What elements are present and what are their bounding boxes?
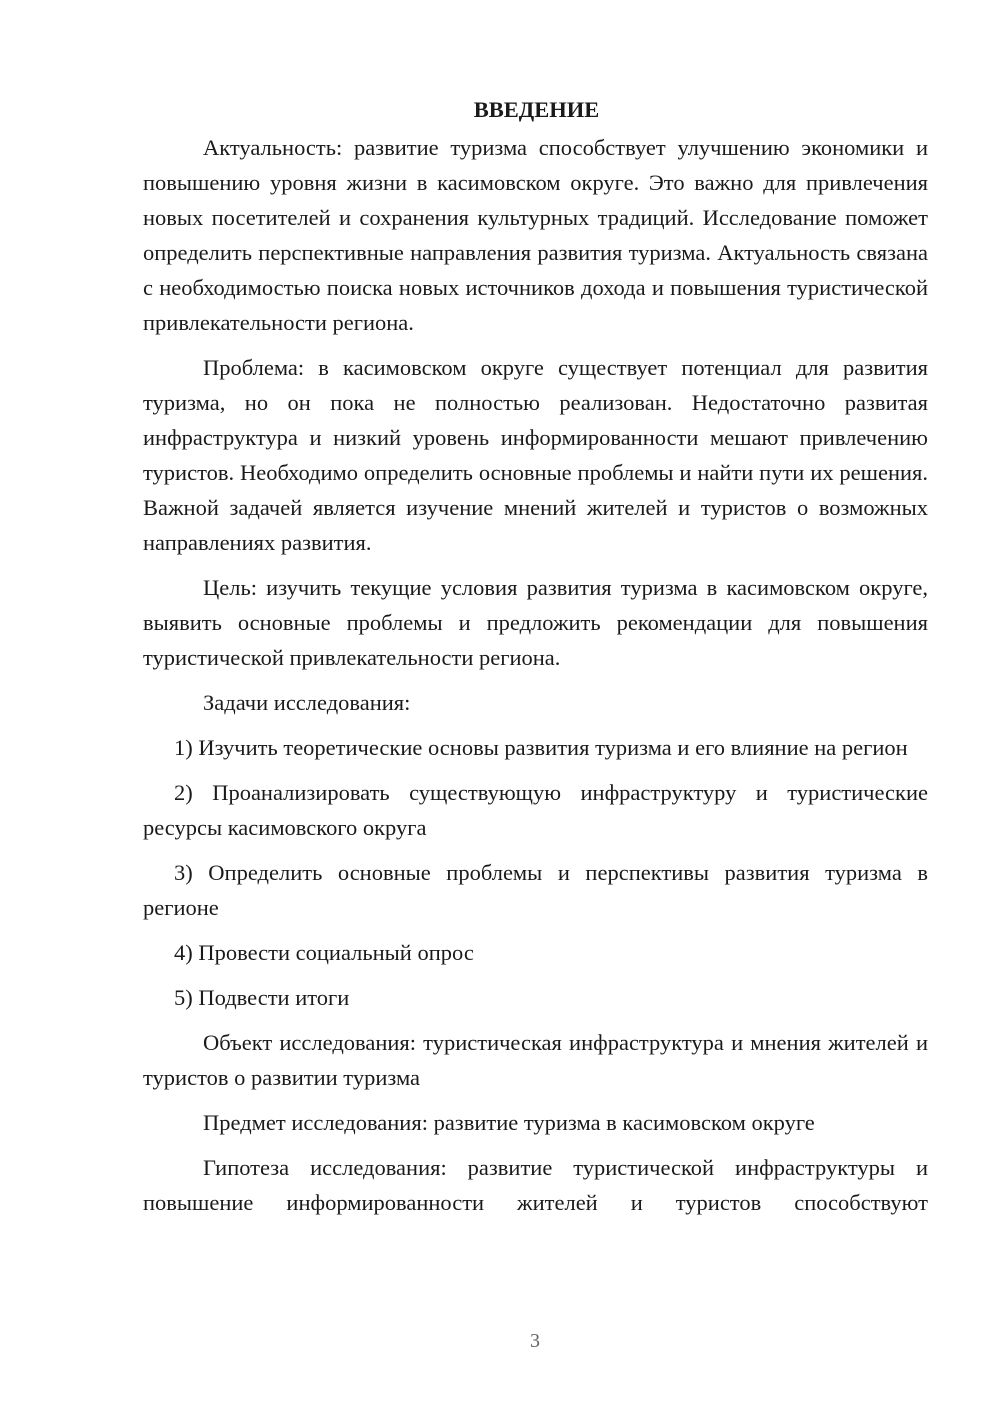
task-item-4 bbox=[143, 935, 928, 970]
relevance-paragraph: Актуальность: развитие туризма способствует улучшению экономики и повышению уровня жизни в касимовском округе. Это важно для привлечения новых посетителей и сохранения культурных традиций. Исследование поможет определить перспективные направления развития туризма. Актуальность связана с необходимостью поиска новых источников дохода и повышения туристической привлекательности региона. bbox=[143, 135, 928, 335]
task-text: Проанализировать существующую инфраструктуру и туристические ресурсы касимовского округа bbox=[143, 780, 928, 840]
task-number: 3) bbox=[174, 860, 193, 885]
task-number: 5) bbox=[174, 985, 193, 1010]
hypothesis-paragraph: Гипотеза исследования: развитие туристической инфраструктуры и повышение информированности жителей и туристов способствуют bbox=[143, 1155, 928, 1215]
task-item-3 bbox=[143, 855, 928, 925]
task-text: Провести социальный опрос bbox=[192, 940, 474, 965]
document-page bbox=[143, 92, 928, 1230]
task-number: 1) bbox=[174, 735, 193, 760]
task-text: Подвести итоги bbox=[192, 985, 350, 1010]
object-paragraph: Объект исследования: туристическая инфраструктура и мнения жителей и туристов о развитии туризма bbox=[143, 1030, 928, 1090]
problem-paragraph: Проблема: в касимовском округе существует потенциал для развития туризма, но он пока не полностью реализован. Недостаточно развитая инфраструктура и низкий уровень информированности мешают привлечению туристов. Необходимо определить основные проблемы и найти пути их решения. Важной задачей является изучение мнений жителей и туристов о возможных направлениях развития. bbox=[143, 355, 928, 555]
task-item-1 bbox=[143, 730, 928, 765]
subject-paragraph: Предмет исследования: развитие туризма в касимовском округе bbox=[203, 1110, 815, 1135]
tasks-list bbox=[143, 730, 928, 1015]
task-text: Определить основные проблемы и перспективы развития туризма в регионе bbox=[143, 860, 928, 920]
task-number: 2) bbox=[174, 780, 193, 805]
goal-paragraph: Цель: изучить текущие условия развития туризма в касимовском округе, выявить основные проблемы и предложить рекомендации для повышения туристической привлекательности региона. bbox=[143, 575, 928, 670]
task-item-2 bbox=[143, 775, 928, 845]
document-title: ВВЕДЕНИЕ bbox=[473, 97, 600, 122]
task-number: 4) bbox=[174, 940, 193, 965]
task-text: Изучить теоретические основы развития туризма и его влияние на регион bbox=[192, 735, 908, 760]
tasks-heading: Задачи исследования: bbox=[203, 690, 411, 715]
task-item-5 bbox=[143, 980, 928, 1015]
page-number: 3 bbox=[530, 1330, 540, 1352]
